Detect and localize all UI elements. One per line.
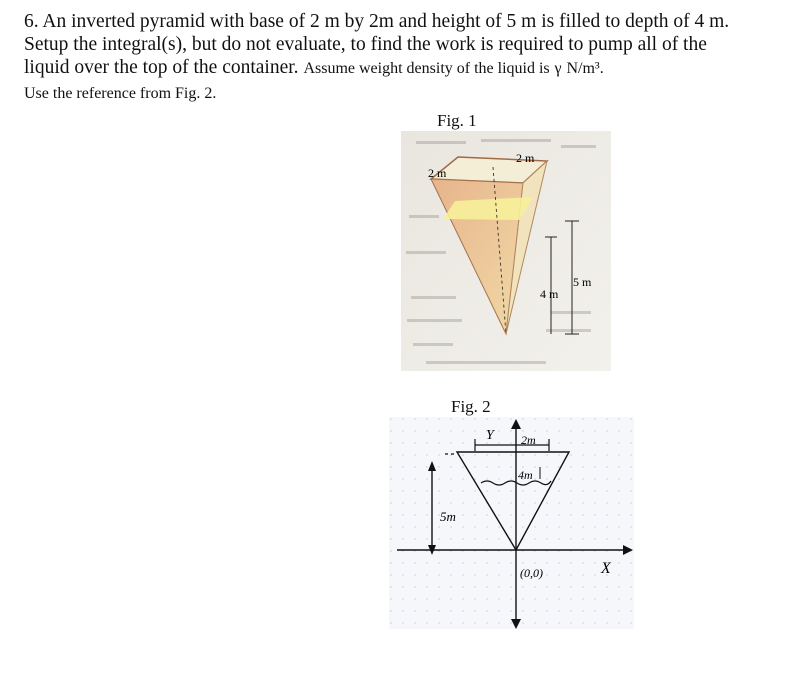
problem-statement <box>24 10 794 105</box>
fig2-x-label: X <box>601 560 611 577</box>
fig1-top-depth-label: 2 m <box>428 166 447 180</box>
problem-line-3 <box>24 56 794 80</box>
reference-note: Use the reference from Fig. 2. <box>24 85 217 102</box>
density-unit: N/m³. <box>566 60 604 77</box>
density-sentence: Assume weight density of the liquid is <box>303 60 550 77</box>
gamma-symbol: γ <box>554 60 562 77</box>
fig1-caption: Fig. 1 <box>437 111 477 130</box>
problem-line-2: Setup the integral(s), but do not evaluate, to find the work is required to pump all of the <box>24 34 707 55</box>
problem-line-3-main: liquid over the top of the container. <box>24 57 299 78</box>
fig2-origin-label: (0,0) <box>520 566 543 580</box>
fig1-top-width-label: 2 m <box>516 151 535 165</box>
fig2-top-width-label: 2m <box>521 433 536 447</box>
fig1-pyramid-image <box>401 131 611 371</box>
fig1-height-label: 5 m <box>573 275 592 289</box>
fig2-y-label: Y <box>486 428 494 443</box>
fig2-caption: Fig. 2 <box>451 397 491 416</box>
fig2-coordinate-sketch <box>389 417 634 629</box>
problem-line-1: 6. An inverted pyramid with base of 2 m by 2m and height of 5 m is filled to depth of 4 m. <box>24 11 730 32</box>
fig1-liquid-depth-label: 4 m <box>540 287 559 301</box>
fig2-liquid-depth-label: 4m <box>518 468 533 482</box>
fig2-height-label: 5m <box>440 509 456 524</box>
